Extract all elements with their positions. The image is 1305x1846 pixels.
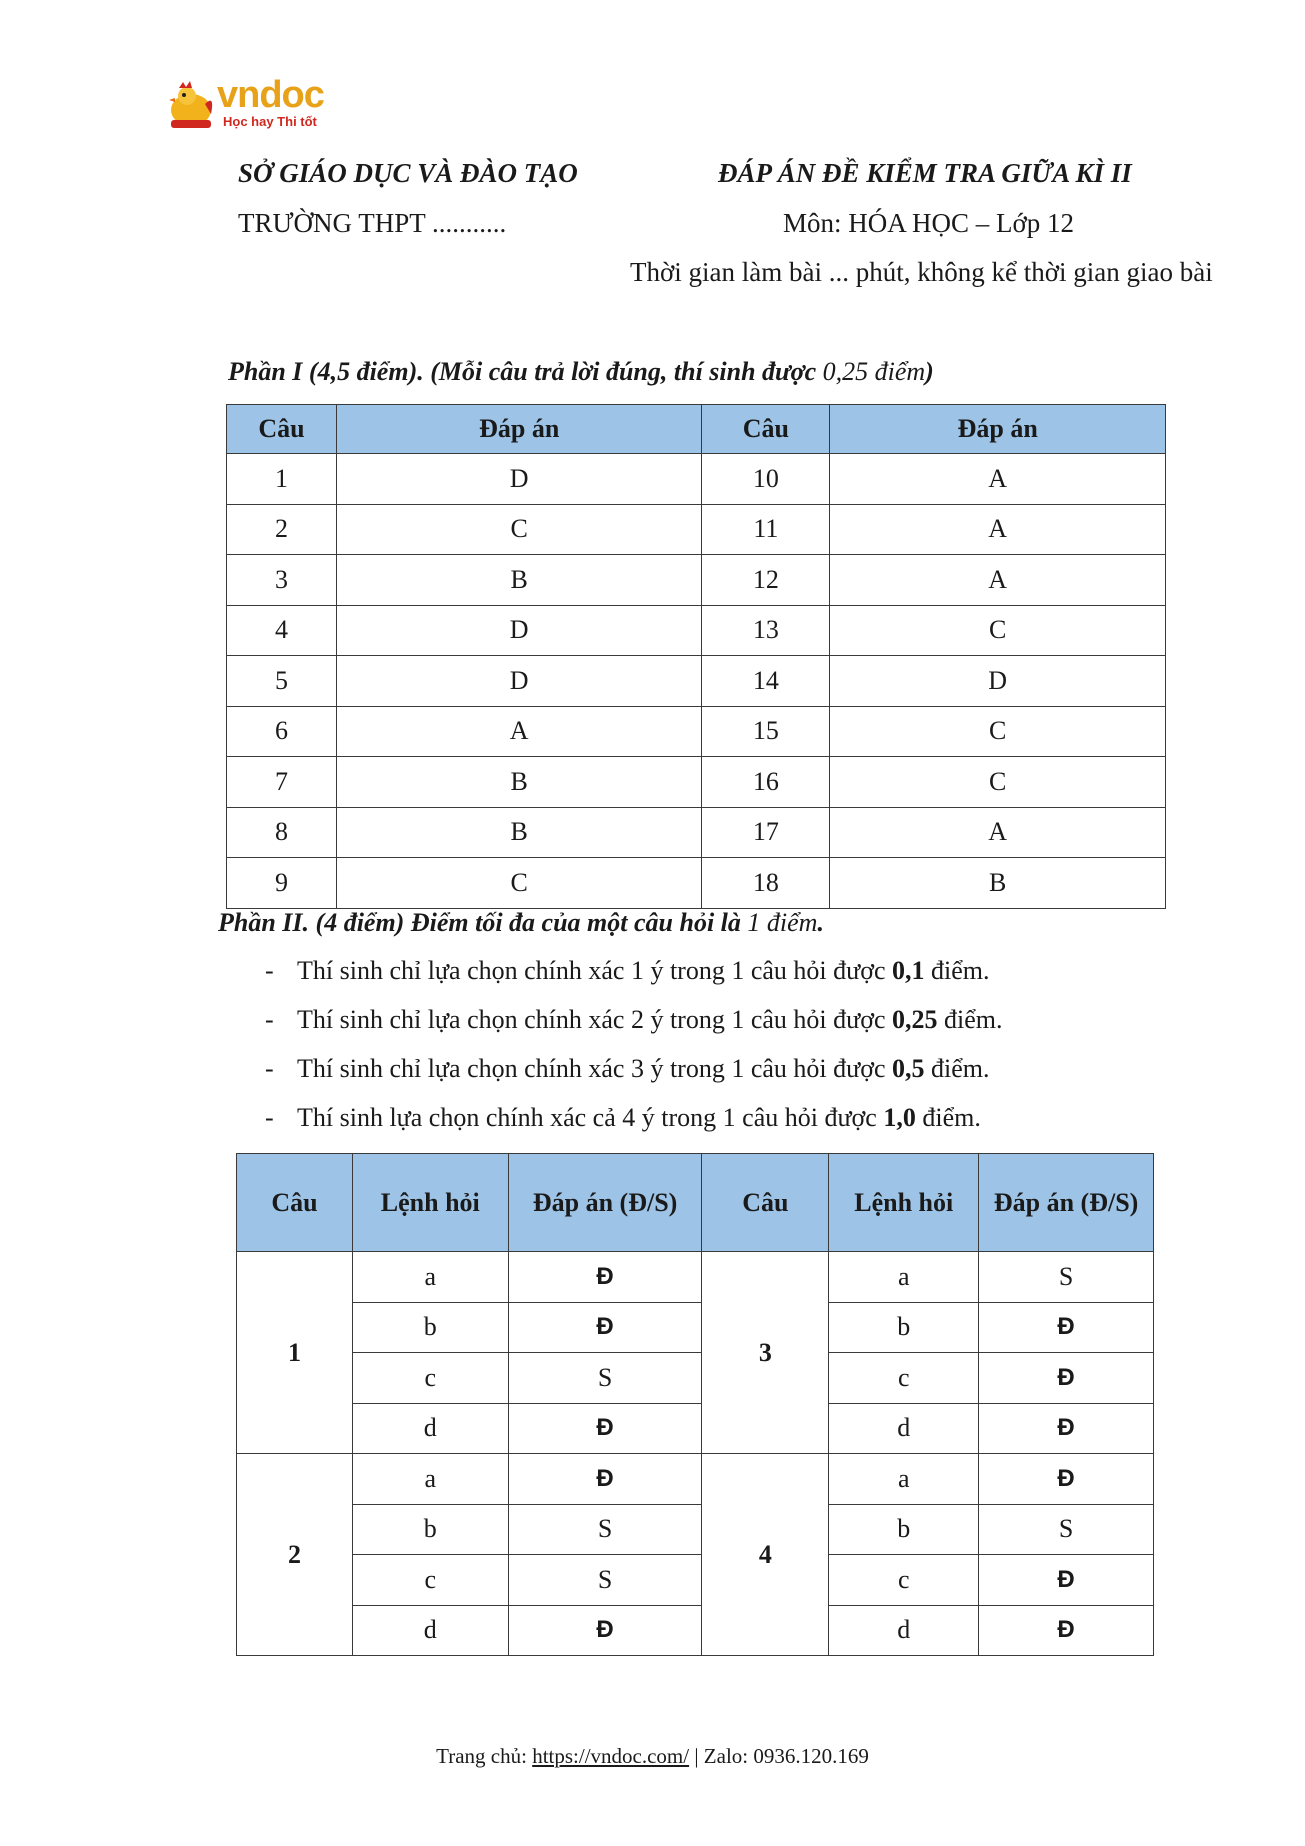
question-number-cell: 9	[227, 858, 337, 909]
true-false-cell: Đ	[508, 1454, 702, 1505]
question-number-cell: 14	[702, 656, 830, 707]
table-row	[227, 605, 1166, 656]
table-row	[237, 1555, 1154, 1606]
true-false-cell: Đ	[979, 1454, 1154, 1505]
rule-score: 0,25	[892, 1005, 938, 1034]
part2-title-text: Phần II. (4 điểm) Điểm tối đa của một câu hỏi là	[218, 908, 748, 937]
statement-letter-cell: c	[829, 1555, 979, 1606]
rule-text: Thí sinh chỉ lựa chọn chính xác 3 ý trong 1 câu hỏi được	[297, 1054, 893, 1083]
answer-cell: B	[336, 807, 702, 858]
statement-letter-cell: b	[352, 1504, 508, 1555]
true-false-cell: Đ	[979, 1353, 1154, 1404]
question-number-cell: 16	[702, 757, 830, 808]
part1-title-end: )	[925, 357, 934, 386]
statement-letter-cell: b	[829, 1302, 979, 1353]
part1-header-cell: Đáp án	[336, 405, 702, 454]
part2-header-cell: Lệnh hỏi	[352, 1154, 508, 1252]
bullet-dash: -	[265, 1054, 274, 1083]
document-title: ĐÁP ÁN ĐỀ KIỂM TRA GIỮA KÌ II	[718, 158, 1132, 188]
answer-cell: C	[830, 605, 1166, 656]
table-row	[237, 1504, 1154, 1555]
question-number-cell: 2	[227, 504, 337, 555]
answer-cell: C	[830, 757, 1166, 808]
true-false-cell: Đ	[979, 1555, 1154, 1606]
part1-header-cell: Đáp án	[830, 405, 1166, 454]
department-title: SỞ GIÁO DỤC VÀ ĐÀO TẠO	[238, 158, 578, 188]
footer-contact: | Zalo: 0936.120.169	[689, 1744, 869, 1768]
table-row	[227, 706, 1166, 757]
part2-header-row	[237, 1154, 1154, 1252]
true-false-cell: Đ	[508, 1302, 702, 1353]
true-false-cell: Đ	[979, 1605, 1154, 1656]
true-false-cell: Đ	[979, 1403, 1154, 1454]
true-false-cell: S	[508, 1555, 702, 1606]
part2-header-cell: Đáp án (Đ/S)	[979, 1154, 1154, 1252]
question-number-cell: 2	[237, 1454, 353, 1656]
statement-letter-cell: b	[829, 1504, 979, 1555]
table-row	[237, 1252, 1154, 1303]
answer-cell: D	[336, 605, 702, 656]
rule-text: Thí sinh chỉ lựa chọn chính xác 2 ý trong 1 câu hỏi được	[297, 1005, 893, 1034]
true-false-cell: Đ	[508, 1403, 702, 1454]
question-number-cell: 15	[702, 706, 830, 757]
true-false-cell: S	[979, 1504, 1154, 1555]
part2-header-cell: Câu	[702, 1154, 829, 1252]
statement-letter-cell: a	[352, 1454, 508, 1505]
statement-letter-cell: a	[829, 1252, 979, 1303]
answer-cell: A	[830, 454, 1166, 505]
answer-cell: A	[830, 555, 1166, 606]
table-row	[237, 1353, 1154, 1404]
statement-letter-cell: d	[352, 1403, 508, 1454]
footer-prefix: Trang chủ:	[436, 1744, 533, 1768]
true-false-cell: S	[979, 1252, 1154, 1303]
question-number-cell: 12	[702, 555, 830, 606]
part1-header-cell: Câu	[702, 405, 830, 454]
bullet-dash: -	[265, 1103, 274, 1132]
question-number-cell: 1	[237, 1252, 353, 1454]
statement-letter-cell: d	[829, 1605, 979, 1656]
statement-letter-cell: c	[352, 1555, 508, 1606]
part2-header-cell: Lệnh hỏi	[829, 1154, 979, 1252]
bullet-dash: -	[265, 1005, 274, 1034]
true-false-cell: Đ	[979, 1302, 1154, 1353]
page-footer	[0, 1744, 1305, 1769]
rule-score: 0,5	[892, 1054, 925, 1083]
rule-score: 1,0	[883, 1103, 916, 1132]
question-number-cell: 4	[702, 1454, 829, 1656]
question-number-cell: 5	[227, 656, 337, 707]
answer-cell: C	[336, 858, 702, 909]
statement-letter-cell: b	[352, 1302, 508, 1353]
vndoc-logo[interactable]	[165, 74, 345, 134]
homepage-link[interactable]: https://vndoc.com/	[532, 1744, 690, 1768]
statement-letter-cell: c	[829, 1353, 979, 1404]
true-false-cell: S	[508, 1504, 702, 1555]
part2-title-end: .	[817, 908, 824, 937]
rule-unit: điểm.	[924, 1054, 990, 1083]
statement-letter-cell: d	[829, 1403, 979, 1454]
part2-answer-table	[236, 1153, 1154, 1656]
statement-letter-cell: a	[829, 1454, 979, 1505]
table-row	[237, 1605, 1154, 1656]
answer-cell: C	[336, 504, 702, 555]
table-row	[227, 858, 1166, 909]
true-false-cell: Đ	[508, 1252, 702, 1303]
rule-score: 0,1	[892, 956, 925, 985]
question-number-cell: 8	[227, 807, 337, 858]
school-name: TRƯỜNG THPT ...........	[238, 208, 507, 238]
statement-letter-cell: a	[352, 1252, 508, 1303]
logo-tagline: Học hay Thi tốt	[223, 114, 317, 129]
rule-unit: điểm.	[937, 1005, 1003, 1034]
statement-letter-cell: c	[352, 1353, 508, 1404]
part2-header-cell: Đáp án (Đ/S)	[508, 1154, 702, 1252]
true-false-cell: Đ	[508, 1605, 702, 1656]
table-row	[227, 656, 1166, 707]
rooster-mascot-icon	[165, 80, 217, 130]
table-row	[227, 555, 1166, 606]
true-false-cell: S	[508, 1353, 702, 1404]
rule-unit: điểm.	[915, 1103, 981, 1132]
question-number-cell: 18	[702, 858, 830, 909]
part1-title-text: Phần I (4,5 điểm). (Mỗi câu trả lời đúng, thí sinh được	[228, 357, 823, 386]
subject-line: Môn: HÓA HỌC – Lớp 12	[783, 208, 1075, 238]
rule-text: Thí sinh chỉ lựa chọn chính xác 1 ý trong 1 câu hỏi được	[297, 956, 893, 985]
table-row	[237, 1403, 1154, 1454]
answer-cell: A	[830, 504, 1166, 555]
table-row	[227, 807, 1166, 858]
part1-header-cell: Câu	[227, 405, 337, 454]
question-number-cell: 3	[227, 555, 337, 606]
part1-title-value: 0,25 điểm	[822, 357, 926, 386]
question-number-cell: 17	[702, 807, 830, 858]
rule-unit: điểm.	[924, 956, 990, 985]
part1-answer-table	[226, 404, 1166, 909]
part1-title	[228, 357, 934, 387]
table-row	[237, 1302, 1154, 1353]
question-number-cell: 10	[702, 454, 830, 505]
answer-cell: B	[830, 858, 1166, 909]
question-number-cell: 7	[227, 757, 337, 808]
question-number-cell: 4	[227, 605, 337, 656]
part2-title	[218, 908, 824, 938]
part2-header-cell: Câu	[237, 1154, 353, 1252]
bullet-dash: -	[265, 956, 274, 985]
answer-cell: B	[336, 757, 702, 808]
question-number-cell: 1	[227, 454, 337, 505]
part2-title-value: 1 điểm	[747, 908, 818, 937]
answer-cell: A	[830, 807, 1166, 858]
question-number-cell: 11	[702, 504, 830, 555]
answer-cell: D	[336, 656, 702, 707]
answer-cell: D	[830, 656, 1166, 707]
answer-cell: B	[336, 555, 702, 606]
question-number-cell: 3	[702, 1252, 829, 1454]
table-row	[227, 757, 1166, 808]
rule-text: Thí sinh lựa chọn chính xác cả 4 ý trong 1 câu hỏi được	[297, 1103, 884, 1132]
answer-cell: C	[830, 706, 1166, 757]
statement-letter-cell: d	[352, 1605, 508, 1656]
table-row	[227, 504, 1166, 555]
answer-cell: A	[336, 706, 702, 757]
answer-cell: D	[336, 454, 702, 505]
time-line: Thời gian làm bài ... phút, không kể thời gian giao bài	[630, 257, 1213, 287]
table-row	[237, 1454, 1154, 1505]
logo-wordmark: vndoc	[217, 74, 324, 116]
question-number-cell: 13	[702, 605, 830, 656]
part1-header-row	[227, 405, 1166, 454]
question-number-cell: 6	[227, 706, 337, 757]
table-row	[227, 454, 1166, 505]
